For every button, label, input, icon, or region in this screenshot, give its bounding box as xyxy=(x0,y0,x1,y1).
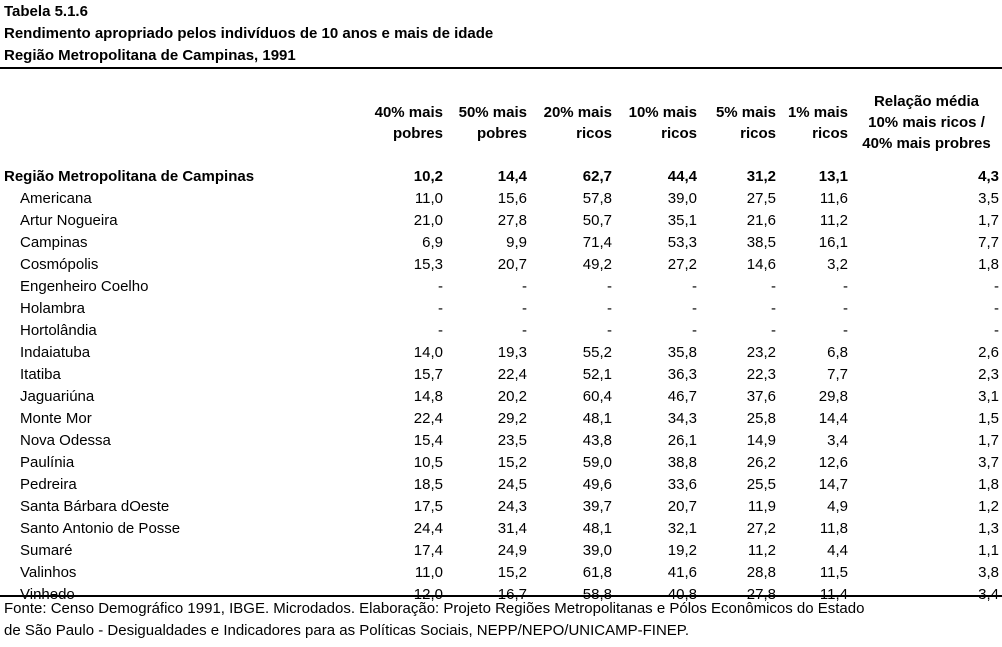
table-cell: 48,1 xyxy=(582,410,612,427)
table-cell: 36,3 xyxy=(667,366,697,383)
footnote-line-1: Fonte: Censo Demográfico 1991, IBGE. Microdados. Elaboração: Projeto Regiões Metropolitanas e Pólos Econômicos do Estado xyxy=(4,600,865,617)
table-cell: - xyxy=(607,322,612,339)
table-cell: 2,3 xyxy=(978,366,999,383)
table-cell: 55,2 xyxy=(582,344,612,361)
table-cell: 23,5 xyxy=(497,432,527,449)
column-header-line: pobres xyxy=(392,124,443,142)
table-cell: 22,4 xyxy=(497,366,527,383)
column-header-line: ricos xyxy=(576,124,612,142)
table-cell: 27,5 xyxy=(746,190,776,207)
table-cell: 9,9 xyxy=(506,234,527,251)
row-label: Artur Nogueira xyxy=(20,212,118,229)
table-cell: 24,4 xyxy=(413,520,443,537)
table-row xyxy=(0,496,1002,518)
table-cell: 15,7 xyxy=(413,366,443,383)
table-row xyxy=(0,188,1002,210)
table-cell: 11,8 xyxy=(819,520,848,537)
table-cell: 3,7 xyxy=(978,454,999,471)
table-row xyxy=(0,518,1002,540)
table-cell: 6,9 xyxy=(422,234,443,251)
column-header xyxy=(615,79,700,166)
table-cell: 14,0 xyxy=(413,344,443,361)
table-cell: 39,0 xyxy=(667,190,697,207)
table-row xyxy=(0,430,1002,452)
table-cell: 14,6 xyxy=(746,256,776,273)
table-cell: 1,3 xyxy=(978,520,999,537)
table-cell: - xyxy=(994,322,999,339)
table-cell: 14,7 xyxy=(818,476,848,493)
table-cell: 35,1 xyxy=(667,212,697,229)
table-cell: 59,0 xyxy=(582,454,612,471)
table-cell: 50,7 xyxy=(582,212,612,229)
table-row xyxy=(0,540,1002,562)
table-cell: 11,6 xyxy=(819,190,848,207)
table-cell: 3,5 xyxy=(978,190,999,207)
table-cell: 32,1 xyxy=(667,520,697,537)
row-label: Santo Antonio de Posse xyxy=(20,520,181,537)
table-row xyxy=(0,408,1002,430)
table-cell: 15,2 xyxy=(497,454,527,471)
column-header-line: pobres xyxy=(476,124,527,142)
table-body xyxy=(0,166,1002,606)
table-cell: 29,8 xyxy=(818,388,848,405)
table-cell: 11,0 xyxy=(414,190,443,207)
table-cell: 29,2 xyxy=(497,410,527,427)
table-cell: 20,2 xyxy=(497,388,527,405)
table-cell: 53,3 xyxy=(667,234,697,251)
table-cell: 49,6 xyxy=(582,476,612,493)
table-cell: 57,8 xyxy=(582,190,612,207)
table-cell: 17,5 xyxy=(413,498,443,515)
table-row xyxy=(0,452,1002,474)
table-cell: 22,4 xyxy=(413,410,443,427)
table-cell: 28,8 xyxy=(746,564,776,581)
table-cell: - xyxy=(843,322,848,339)
table-cell: 11,9 xyxy=(747,498,776,515)
table-cell: 26,2 xyxy=(746,454,776,471)
table-cell: - xyxy=(843,278,848,295)
table-cell: 11,0 xyxy=(414,564,443,581)
table-row xyxy=(0,562,1002,584)
table-cell: 35,8 xyxy=(667,344,697,361)
row-label: Paulínia xyxy=(20,454,75,471)
table-cell: - xyxy=(522,300,527,317)
table-title: Rendimento apropriado pelos indivíduos de 10 anos e mais de idade xyxy=(4,25,494,42)
table-cell: 1,8 xyxy=(978,256,999,273)
table-cell: - xyxy=(607,278,612,295)
table-cell: 31,4 xyxy=(497,520,527,537)
column-header-line: 10% mais ricos / xyxy=(868,114,985,131)
table-cell: 15,6 xyxy=(497,190,527,207)
table-cell: - xyxy=(522,278,527,295)
row-label: Monte Mor xyxy=(20,410,92,427)
table-cell: - xyxy=(771,322,776,339)
table-row xyxy=(0,386,1002,408)
table-cell: 10,2 xyxy=(413,168,443,185)
table-cell: 49,2 xyxy=(582,256,612,273)
table-cell: 27,2 xyxy=(667,256,697,273)
table-cell: 41,6 xyxy=(667,564,697,581)
table-cell: - xyxy=(438,322,443,339)
row-label: Indaiatuba xyxy=(20,344,91,361)
row-label: Americana xyxy=(20,190,92,207)
table-cell: 15,3 xyxy=(413,256,443,273)
table-subtitle: Região Metropolitana de Campinas, 1991 xyxy=(4,47,296,64)
row-label: Cosmópolis xyxy=(20,256,99,273)
row-label: Santa Bárbara dOeste xyxy=(20,498,170,515)
column-header xyxy=(446,79,530,166)
table-row xyxy=(0,474,1002,496)
table-cell: 27,8 xyxy=(497,212,527,229)
table-cell: 22,3 xyxy=(746,366,776,383)
table-cell: 1,1 xyxy=(978,542,999,559)
table-cell: 33,6 xyxy=(667,476,697,493)
table-cell: 15,2 xyxy=(497,564,527,581)
header-row xyxy=(0,79,1002,166)
table-cell: - xyxy=(607,300,612,317)
row-label: Itatiba xyxy=(20,366,61,383)
column-header xyxy=(530,79,615,166)
table-cell: - xyxy=(771,278,776,295)
column-header-line: 40% mais probres xyxy=(862,135,991,152)
table-cell: 1,7 xyxy=(978,212,999,229)
table-cell: 14,4 xyxy=(818,410,848,427)
table-cell: 19,2 xyxy=(667,542,697,559)
table-cell: - xyxy=(692,322,697,339)
table-cell: 4,3 xyxy=(978,168,999,185)
table-cell: 21,6 xyxy=(746,212,776,229)
table-cell: 24,9 xyxy=(497,542,527,559)
column-header-line: 40% mais xyxy=(374,103,443,121)
column-header-line: ricos xyxy=(661,124,697,142)
table-cell: 11,2 xyxy=(747,542,776,559)
table-cell: 24,5 xyxy=(497,476,527,493)
row-label: Valinhos xyxy=(20,564,77,581)
table-cell: 15,4 xyxy=(413,432,443,449)
table-cell: 1,5 xyxy=(978,410,999,427)
table-cell: - xyxy=(522,322,527,339)
row-label: Hortolândia xyxy=(20,322,97,339)
table-cell: 19,3 xyxy=(497,344,527,361)
table-cell: 21,0 xyxy=(413,212,443,229)
table-cell: 17,4 xyxy=(413,542,443,559)
table-cell: - xyxy=(843,300,848,317)
table-cell: 1,8 xyxy=(978,476,999,493)
table-row xyxy=(0,276,1002,298)
column-header-line: 10% mais xyxy=(628,103,697,121)
column-header xyxy=(779,79,851,166)
table-cell: 62,7 xyxy=(582,168,612,185)
table-cell: 26,1 xyxy=(667,432,697,449)
table-cell: 18,5 xyxy=(413,476,443,493)
table-row xyxy=(0,232,1002,254)
table-cell: - xyxy=(438,300,443,317)
table-number: Tabela 5.1.6 xyxy=(4,3,88,20)
table-row xyxy=(0,364,1002,386)
table-cell: - xyxy=(692,300,697,317)
column-header xyxy=(362,79,446,166)
table-cell: 16,1 xyxy=(818,234,848,251)
table-cell: 3,2 xyxy=(827,256,848,273)
table-row xyxy=(0,320,1002,342)
column-header xyxy=(700,79,779,166)
table-row xyxy=(0,298,1002,320)
table-cell: 6,8 xyxy=(827,344,848,361)
column-header-line: ricos xyxy=(740,124,776,142)
column-header-line: 1% mais xyxy=(787,103,848,121)
table-cell: 20,7 xyxy=(497,256,527,273)
table-cell: 44,4 xyxy=(667,168,697,185)
table-cell: 10,5 xyxy=(413,454,443,471)
table-cell: 1,2 xyxy=(978,498,999,515)
column-header-line: 50% mais xyxy=(458,103,527,121)
row-label: Campinas xyxy=(20,234,88,251)
row-label: Nova Odessa xyxy=(20,432,111,449)
table-cell: 3,1 xyxy=(978,388,999,405)
table-cell: 31,2 xyxy=(746,168,776,185)
header-cell-region xyxy=(0,79,362,166)
table-cell: 4,4 xyxy=(827,542,848,559)
table-cell: 7,7 xyxy=(978,234,999,251)
table-cell: - xyxy=(994,278,999,295)
table-cell: 14,8 xyxy=(413,388,443,405)
column-header-line: ricos xyxy=(812,124,848,142)
table-cell: 2,6 xyxy=(978,344,999,361)
table-row xyxy=(0,254,1002,276)
table-cell: 37,6 xyxy=(746,388,776,405)
column-header-line: Relação média xyxy=(873,93,980,110)
table-cell: 14,4 xyxy=(497,168,527,185)
table-cell: 48,1 xyxy=(582,520,612,537)
table-cell: - xyxy=(692,278,697,295)
table-cell: 46,7 xyxy=(667,388,697,405)
bottom-rule xyxy=(0,595,1002,597)
row-label: Sumaré xyxy=(20,542,73,559)
column-header-line: 5% mais xyxy=(715,103,776,121)
table-cell: 60,4 xyxy=(582,388,612,405)
table-cell: 13,1 xyxy=(818,168,848,185)
footnote xyxy=(4,598,1002,642)
table-cell: 23,2 xyxy=(746,344,776,361)
table-cell: 71,4 xyxy=(582,234,612,251)
row-label: Jaguariúna xyxy=(20,388,95,405)
table-cell: 3,8 xyxy=(978,564,999,581)
table-cell: 4,9 xyxy=(827,498,848,515)
table-cell: 25,5 xyxy=(746,476,776,493)
table-cell: - xyxy=(438,278,443,295)
table-cell: 39,7 xyxy=(582,498,612,515)
table-cell: 38,8 xyxy=(667,454,697,471)
total-row xyxy=(0,166,1002,188)
row-label: Holambra xyxy=(20,300,86,317)
table-row xyxy=(0,210,1002,232)
row-label: Região Metropolitana de Campinas xyxy=(4,168,255,185)
table-cell: 39,0 xyxy=(582,542,612,559)
row-label: Pedreira xyxy=(20,476,77,493)
table-cell: 1,7 xyxy=(978,432,999,449)
table-cell: 43,8 xyxy=(582,432,612,449)
table-cell: 11,5 xyxy=(819,564,848,581)
table-cell: 34,3 xyxy=(667,410,697,427)
table-cell: 11,2 xyxy=(819,212,848,229)
table-cell: 12,6 xyxy=(818,454,848,471)
table-cell: 25,8 xyxy=(746,410,776,427)
table-cell: 61,8 xyxy=(582,564,612,581)
column-header xyxy=(851,79,1002,166)
table-cell: - xyxy=(771,300,776,317)
table-row xyxy=(0,342,1002,364)
table-cell: 27,2 xyxy=(746,520,776,537)
table-cell: 38,5 xyxy=(746,234,776,251)
footnote-line-2: de São Paulo - Desigualdades e Indicadores para as Políticas Sociais, NEPP/NEPO/UNICAMP-FINEP. xyxy=(4,622,690,639)
data-table xyxy=(0,79,1002,606)
table-cell: 7,7 xyxy=(827,366,848,383)
table-cell: 3,4 xyxy=(827,432,848,449)
table-cell: 20,7 xyxy=(667,498,697,515)
table-cell: 24,3 xyxy=(497,498,527,515)
table-cell: 14,9 xyxy=(746,432,776,449)
table-cell: - xyxy=(994,300,999,317)
row-label: Engenheiro Coelho xyxy=(20,278,149,295)
column-header-line: 20% mais xyxy=(543,103,612,121)
table-cell: 52,1 xyxy=(582,366,612,383)
top-rule xyxy=(0,67,1002,69)
